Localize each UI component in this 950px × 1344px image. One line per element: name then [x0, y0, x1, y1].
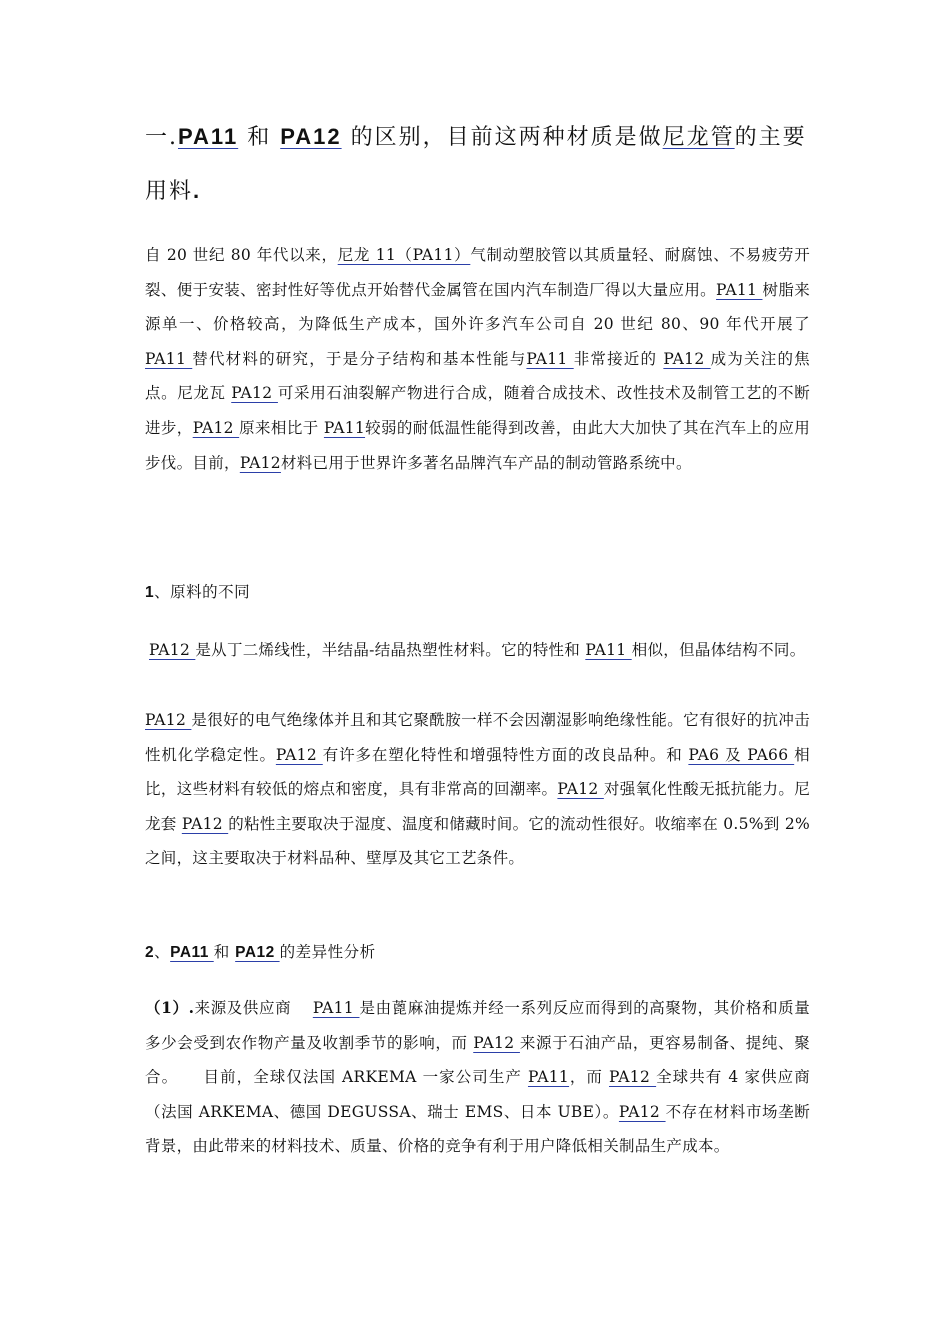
title-end: 的主要用料 — [145, 125, 807, 204]
link-pa11[interactable]: PA11 — [716, 280, 763, 299]
link-pa6-pa66[interactable]: PA6 及 PA66 — [688, 745, 795, 764]
link-pa11[interactable]: PA11 — [526, 349, 574, 368]
section1-paragraph-2 — [145, 703, 810, 876]
text: 和 — [213, 943, 236, 961]
link-pa12[interactable]: PA12 — [557, 780, 604, 799]
text: 的粘性主要取决于湿度、温度和储藏时间。它的流动性很好。收缩率在 0.5%到 2%之间，这主要取决于材料品种、壁厚及其它工艺条件。 — [145, 814, 811, 868]
link-pa11[interactable]: PA11 — [323, 418, 366, 437]
text: 成为关注的焦点。尼龙瓦 — [145, 349, 810, 403]
link-pa12[interactable]: PA12 — [239, 453, 281, 472]
text: 较弱的耐低温性能得到改善，由此大大加快了其在汽车上的应用步伐。目前， — [145, 418, 811, 472]
text: 来源及供应商 — [194, 999, 313, 1017]
text: 相比，这些材料有较低的熔点和密度，具有非常高的回潮率。 — [145, 745, 810, 799]
text: ，而 — [569, 1068, 609, 1087]
text: 可采用石油裂解产物进行合成，随着合成技术、改性技术及制管工艺的不断进步， — [145, 384, 810, 437]
link-pa12[interactable]: PA12 — [145, 711, 192, 729]
section1-paragraph-1 — [145, 633, 810, 668]
text: 自 20 世纪 80 年代以来， — [145, 246, 338, 264]
intro-paragraph — [145, 238, 810, 480]
text: 不存在材料市场垄断背景，由此带来的材料技术、质量、价格的竞争有利于用户降低相关制品生产成本。 — [145, 1102, 810, 1156]
link-pa12[interactable]: PA12 — [618, 1102, 666, 1121]
page-title — [145, 110, 810, 218]
text: 是由蓖麻油提炼并经一系列反应而得到的高聚物，其价格和质量多少会受到农作物产量及收割季节的影响，而 — [145, 999, 810, 1052]
text: 、 — [154, 943, 171, 961]
link-pa11[interactable]: PA11 — [178, 124, 239, 149]
text: 是很好的电气绝缘体并且和其它聚酰胺一样不会因潮湿影响绝缘性能。它有很好的抗冲击性机化学稳定性。 — [145, 711, 810, 764]
section-title: 、原料的不同 — [154, 583, 251, 601]
section-number: 1 — [145, 584, 155, 601]
title-dot: . — [193, 178, 202, 203]
text: 非常接近的 — [573, 349, 664, 368]
link-pa12[interactable]: PA12 — [663, 349, 711, 368]
link-pa12[interactable]: PA12 — [181, 814, 229, 833]
text: 气制动塑胶管以其质量轻、耐腐蚀、不易疲劳开裂、便于安装、密封性好等优点开始替代金属管在国内汽车制造厂得以大量应用。 — [145, 246, 810, 299]
link-pa12[interactable]: PA12 — [608, 1068, 657, 1087]
title-prefix: 一. — [145, 125, 178, 150]
section1-heading — [145, 580, 250, 602]
text: 材料已用于世界许多著名品牌汽车产品的制动管路系统中。 — [280, 453, 692, 472]
text: 的差异性分析 — [279, 943, 376, 961]
link-nylon11[interactable]: 尼龙 11（PA11） — [337, 246, 471, 264]
link-pa11[interactable]: PA11 — [585, 641, 632, 659]
link-pa12[interactable]: PA12 — [275, 745, 323, 764]
section2-paragraph-1 — [145, 991, 810, 1164]
link-pa11[interactable]: PA11 — [145, 349, 193, 368]
text: 相似，但晶体结构不同。 — [631, 641, 806, 659]
text: 树脂来源单一、价格较高，为降低生产成本，国外许多汽车公司自 20 世纪 80、90 年代开展了 — [145, 280, 810, 334]
text: 来源于石油产品，更容易制备、提纯、聚合。 目前，全球仅法国 ARKEMA 一家公司生产 — [145, 1033, 810, 1087]
text: 有许多在塑化特性和增强特性方面的改良品种。和 — [322, 745, 689, 764]
text: 对强氧化性酸无抵抗能力。尼龙套 — [145, 780, 810, 833]
link-nylon-tube[interactable]: 尼龙管 — [662, 125, 735, 150]
item-label: （1）. — [145, 998, 195, 1017]
link-pa12[interactable]: PA12 — [231, 384, 278, 403]
link-pa12[interactable]: PA12 — [149, 641, 196, 659]
link-pa12[interactable]: PA12 — [192, 418, 240, 437]
text: 原来相比于 — [239, 418, 324, 437]
link-pa11[interactable]: PA11 — [170, 944, 214, 961]
title-mid: 的区别，目前这两种材质是做 — [350, 125, 663, 150]
link-pa11[interactable]: PA11 — [312, 999, 360, 1017]
link-pa12[interactable]: PA12 — [235, 944, 280, 961]
section2-heading — [145, 940, 376, 962]
title-and: 和 — [247, 125, 272, 150]
text: 替代材料的研究，于是分子结构和基本性能与 — [192, 349, 527, 368]
section-number: 2 — [145, 944, 155, 961]
text: 是从丁二烯线性，半结晶-结晶热塑性材料。它的特性和 — [195, 641, 586, 659]
link-pa12[interactable]: PA12 — [473, 1033, 520, 1052]
link-pa11[interactable]: PA11 — [527, 1068, 570, 1087]
link-pa12[interactable]: PA12 — [280, 124, 342, 149]
text: 全球共有 4 家供应商（法国 ARKEMA、德国 DEGUSSA、瑞士 EMS、日本 UBE）。 — [145, 1068, 810, 1121]
